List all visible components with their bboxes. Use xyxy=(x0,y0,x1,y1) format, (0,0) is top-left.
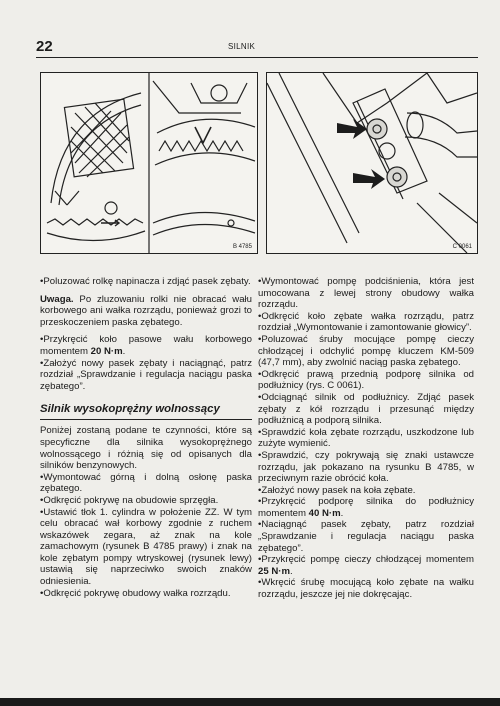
engine-mount-illustration xyxy=(267,73,477,253)
step-install-belt: •Założyć nowy pasek zębaty i naciągnąć, patrz rozdział „Sprawdzanie i regulacja naciągu paska zębatego”. xyxy=(40,357,252,392)
step-fit-new-belt: •Założyć nowy pasek na koła zębate. xyxy=(258,484,416,496)
step-tighten-mount-text: •Przykręcić podporę silnika do podłużnicy momentem xyxy=(258,496,474,519)
step-tighten-water-pump-text: •Przykręcić pompę cieczy chłodzącej momentem xyxy=(258,554,474,566)
step-tighten-pulley-end: . xyxy=(122,345,126,357)
header-rule xyxy=(36,57,478,58)
step-remove-vacuum-pump: •Wymontować pompę podciśnienia, która jest umocowana z lewej strony obudowy wałka rozrządu. xyxy=(258,276,474,311)
torque-value-25: 25 N·m xyxy=(258,565,290,577)
note-text: Po zluzowaniu rolki nie obracać wału korbowego ani wałka rozrządu, ponieważ grozi to przeskoczeniem paska zębatego. xyxy=(40,293,252,328)
note-paragraph xyxy=(40,294,252,329)
torque-value-40: 40 N·m xyxy=(308,507,341,519)
step-loosen-tensioner: •Poluzować rolkę napinacza i zdjąć pasek zębaty. xyxy=(40,276,251,287)
figure-code-left: B 4785 xyxy=(232,244,252,250)
timing-marks-illustration xyxy=(41,73,257,253)
step-tighten-mount-end: . xyxy=(340,507,344,519)
note-label: Uwaga. xyxy=(40,293,74,305)
step-unscrew-mount: •Odkręcić prawą przednią podporę silnika od podłużnicy (rys. C 0061). xyxy=(258,368,474,392)
step-screw-in-bolt: •Wkręcić śrubę mocującą koło zębate na wałku rozrządu, jeszcze jej nie dokręcając. xyxy=(258,577,474,601)
step-check-gears: •Sprawdzić koła zębate rozrządu, uszkodzone lub zużyte wymienić. xyxy=(258,426,474,450)
figure-code-right: C 0061 xyxy=(452,244,472,250)
section-header: SILNIK xyxy=(228,42,256,51)
step-tighten-pulley xyxy=(40,334,252,357)
step-tension-belt: •Naciągnąć pasek zębaty, patrz rozdział „Sprawdzanie i regulacja naciągu paska zębatego”. xyxy=(258,519,474,554)
step-unscrew-camshaft-cover: •Odkręcić pokrywę obudowy wałka rozrządu. xyxy=(40,587,231,599)
page-bottom-edge xyxy=(0,698,500,706)
step-remove-covers: •Wymontować górną i dolną osłonę paska zębatego. xyxy=(40,471,252,495)
diesel-intro: Poniżej zostaną podane te czynności, które są specyficzne dla silnika wysokoprężnego wolnossącego i różnią się od opisanych dla silników benzynowych. xyxy=(40,425,252,472)
step-check-marks: •Sprawdzić, czy pokrywają się znaki ustawcze rozrządu, jak pokazano na rysunku B 4785, w przeciwnym razie obrócić koła. xyxy=(258,449,474,485)
step-pull-engine: •Odciągnąć silnik od podłużnicy. Zdjąć pasek zębaty z kół rozrządu i przesunąć między podłużnicą a podporą silnika. xyxy=(258,391,474,427)
step-tighten-water-pump-end: . xyxy=(290,565,293,577)
step-unscrew-cam-gear: •Odkręcić koło zębate wałka rozrządu, patrz rozdział „Wymontowanie i zamontowanie głowicy”. xyxy=(258,310,474,334)
torque-value-20: 20 N·m xyxy=(90,345,123,357)
figure-timing-marks xyxy=(40,72,258,254)
section-title-diesel: Silnik wysokoprężny wolnossący xyxy=(40,402,252,420)
left-column xyxy=(40,276,252,599)
step-tighten-water-pump xyxy=(258,554,474,577)
step-unscrew-clutch-cover: •Odkręcić pokrywę na obudowie sprzęgła. xyxy=(40,494,219,506)
figure-engine-mount xyxy=(266,72,478,254)
step-tighten-pulley-text: •Przykręcić koło pasowe wału korbowego momentem xyxy=(40,334,252,357)
right-column xyxy=(258,276,474,601)
step-tighten-mount xyxy=(258,496,474,519)
page-number: 22 xyxy=(36,38,53,55)
step-loosen-water-pump: •Poluzować śruby mocujące pompę cieczy chłodzącej i odchylić pompę kluczem KM-509 (47,7 mm), aby zwolnić naciąg paska zębatego. xyxy=(258,333,474,369)
step-set-piston: •Ustawić tłok 1. cylindra w położenie ZZ. W tym celu obracać wał korbowy zgodnie z ruchem wskazówek zegara, aż znak na kole zamachowym (rysunek B 4785 prawy) i znak na kole zębatym pompy wtryskowej (rysunek lewy) ustawią się naprzeciwko swoich znaków odniesienia. xyxy=(40,506,252,588)
